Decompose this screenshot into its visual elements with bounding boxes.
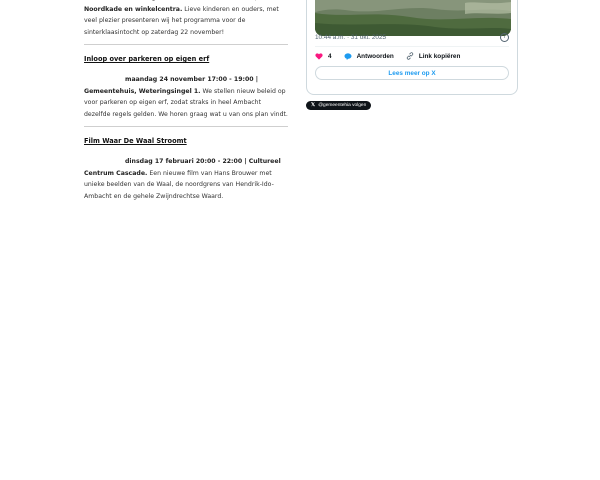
event-date-location: dinsdag 17 februari 20:00 - 22:00 | Cultureel Centrum Cascade. [84,158,281,177]
event-title-link[interactable]: Inloop over parkeren op eigen erf [84,55,210,63]
reply-bubble-icon [344,53,352,60]
events-list [84,0,288,218]
copy-link-label: Link kopiëren [418,52,461,60]
event-body [84,156,288,202]
event-date-location: Noordkade en winkelcentra. [84,5,183,13]
copy-link-button[interactable] [406,52,461,60]
reply-label: Antwoorden [356,52,394,60]
heart-icon [315,53,323,60]
tweet-actions [315,52,472,60]
event-body [84,74,288,120]
event-item [84,55,288,127]
x-logo-icon: 𝕏 [311,102,316,108]
embedded-tweet [306,0,518,95]
event-item [84,137,288,208]
like-count: 4 [328,52,332,60]
event-date-location: maandag 24 november 17:00 - 19:00 | Gemeentehuis, Weteringsingel 1. [84,76,259,95]
event-description: Lieve kinderen en ouders, met veel plezier presenteren wij het programma voor de sinterklaasintocht op zaterdag 22 november! [84,5,279,36]
tweet-timestamp[interactable]: 10:44 a.m. · 31 okt. 2025 [315,34,387,41]
info-icon[interactable]: i [500,33,509,42]
event-title-link[interactable]: Film Waar De Waal Stroomt [84,137,187,145]
event-description: We stellen nieuw beleid op voor parkeren op eigen erf, zodat straks in heel Ambacht dezelfde regels gelden. We horen graag wat u van ons plan vindt. [84,87,288,118]
link-icon [406,52,414,60]
follow-label: @gemeentehia volgen [318,103,367,108]
like-button[interactable] [315,53,332,60]
event-description: Een nieuwe film van Hans Brouwer met unieke beelden van de Waal, de noordgrens van Hendrik-Ido-Ambacht en de gehele Zwijndrechtse Waard. [84,169,274,200]
read-more-button[interactable]: Lees meer op X [315,66,509,80]
follow-button[interactable] [306,101,371,110]
tweet-divider [315,46,509,47]
reply-button[interactable] [344,53,394,60]
event-item [84,0,288,45]
event-body [84,0,288,38]
tweet-photo[interactable] [315,0,511,36]
